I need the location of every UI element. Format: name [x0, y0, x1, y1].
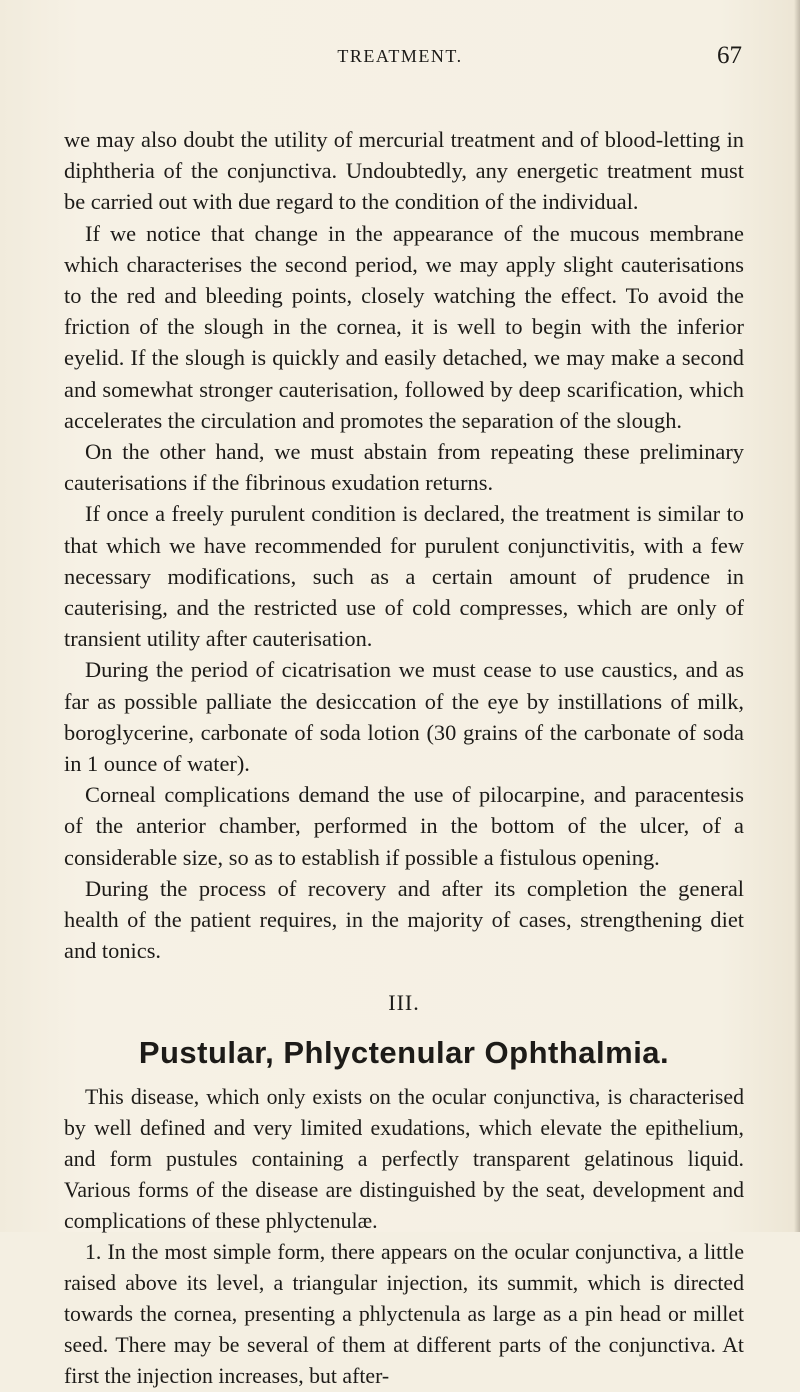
paragraph: If once a freely purulent condition is declared, the treatment is similar to that which we have recommended for purulent conjunctivitis, with a few necessary modifications, such as a certain amount of prudence in cauterising, and the restricted use of cold compresses, which are only of transient utility after cauterisation. [64, 501, 744, 652]
page-edge-shadow [794, 0, 800, 1232]
body-text [64, 124, 744, 1392]
paragraph: During the process of recovery and after its completion the general health of the patient requires, in the majority of cases, strengthening diet and tonics. [64, 875, 744, 964]
paragraph: we may also doubt the utility of mercurial treatment and of blood-letting in diphtheria of the conjunctiva. Undoubtedly, any energetic treatment must be carried out with due regard to the condition of the individual. [64, 127, 744, 215]
page-header [0, 40, 800, 80]
page-number: 67 [717, 42, 742, 69]
paragraph: On the other hand, we must abstain from repeating these preliminary cauterisations if the fibrinous exudation returns. [64, 439, 744, 496]
paragraph: If we notice that change in the appearance of the mucous membrane which characterises the second period, we may apply slight cauterisations to the red and bleeding points, closely watching the effect. To avoid the friction of the slough in the cornea, it is well to begin with the inferior eyelid. If the slough is quickly and easily detached, we may make a second and somewhat stronger cauterisation, followed by deep scarification, which accelerates the circulation and promotes the separation of the slough. [64, 220, 744, 433]
paragraph: 1. In the most simple form, there appears on the ocular conjunctiva, a little raised above its level, a triangular injection, its summit, which is directed towards the cornea, presenting a phlyctenula as large as a pin head or millet seed. There may be several of them at different parts of the conjunctiva. At first the injection increases, but after- [64, 1239, 744, 1388]
paragraph: During the period of cicatrisation we must cease to use caustics, and as far as possible palliate the desiccation of the eye by instillations of milk, boroglycerine, carbonate of soda lotion (30 grains of the carbonate of soda in 1 ounce of water). [64, 657, 744, 777]
running-head: TREATMENT. [337, 46, 463, 66]
section-title: Pustular, Phlyctenular Ophthalmia. [138, 1034, 670, 1070]
paragraph: This disease, which only exists on the ocular conjunctiva, is characterised by well defined and very limited exudations, which elevate the epithelium, and form pustules containing a perfectly transparent gelatinous liquid. Various forms of the disease are distinguished by the seat, development and complications of these phlyctenulæ. [64, 1084, 744, 1233]
section-number: III. [388, 990, 420, 1016]
paragraph: Corneal complications demand the use of pilocarpine, and paracentesis of the anterior chamber, performed in the bottom of the ulcer, of a considerable size, so as to establish if possible a fistulous opening. [64, 782, 744, 870]
